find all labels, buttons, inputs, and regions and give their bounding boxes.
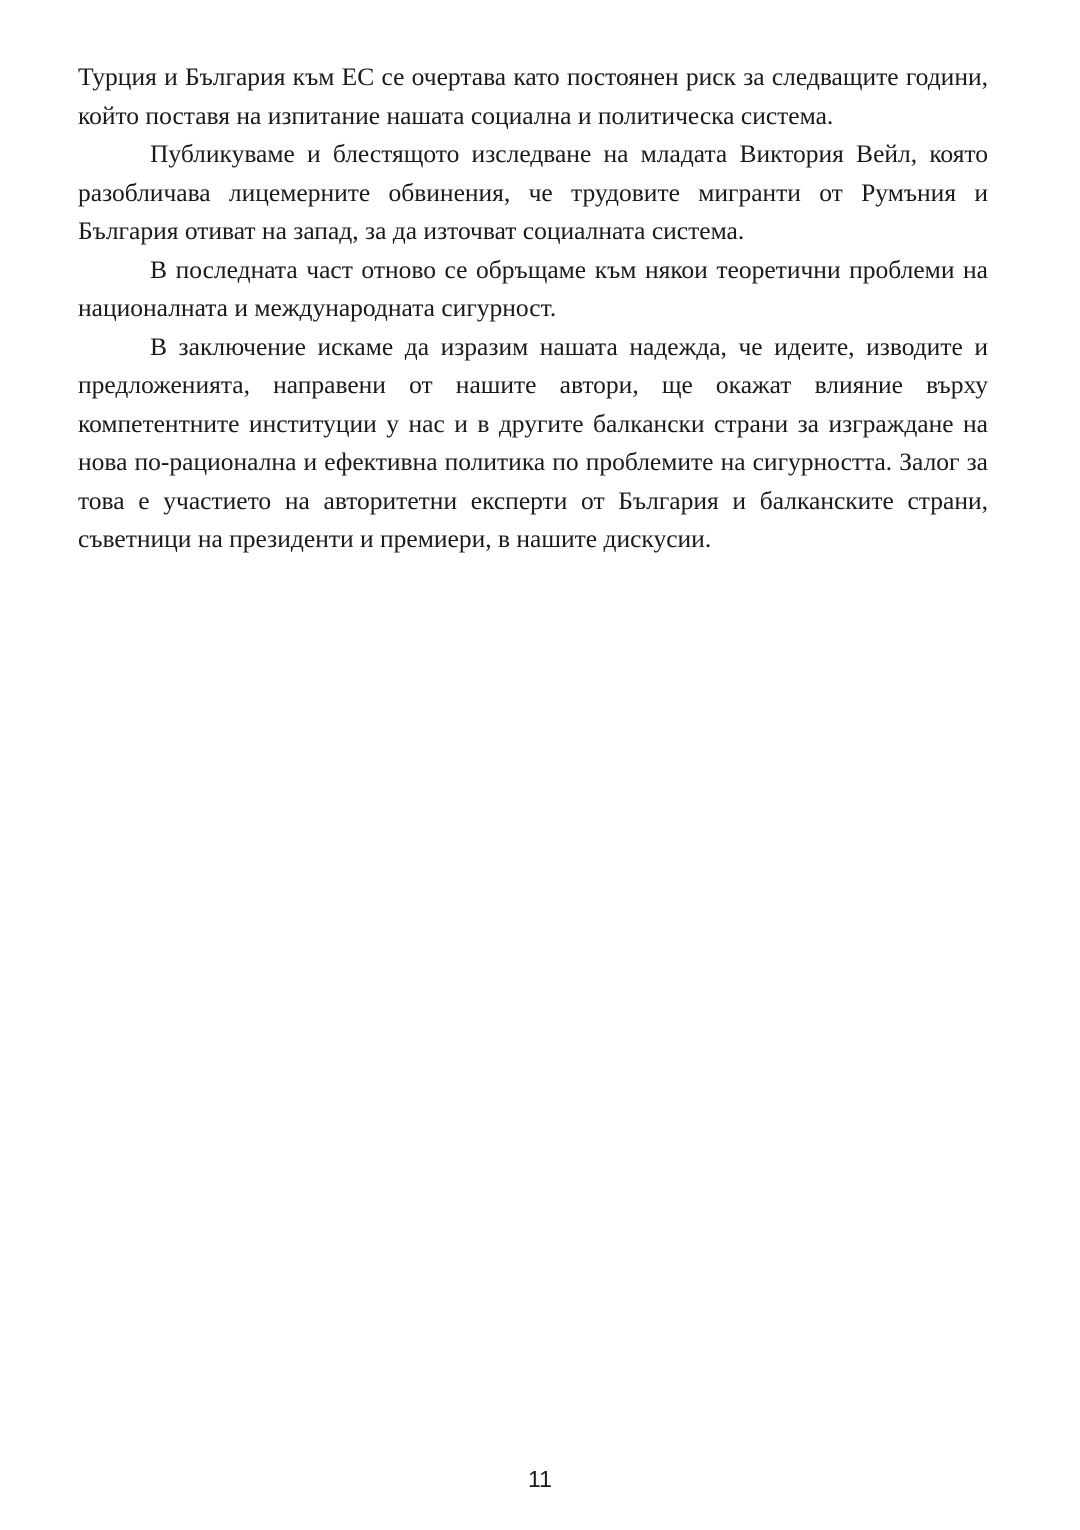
page-number: 11 (528, 1466, 552, 1492)
paragraph: В заключение искаме да изразим нашата надежда, че идеите, изводите и предложенията, направени от нашите автори, ще окажат влияние върху компетентните институции у нас и в другите балкански страни за изграждане на нова по-рационална и ефективна политика по проблемите на сигурността. Залог за това е участието на авторитетни експерти от България и балканските страни, съветници на президенти и премиери, в нашите дискусии. (78, 331, 988, 553)
paragraph: Публикуваме и блестящото изследване на младата Виктория Вейл, която разобличава лицемерните обвинения, че трудовите мигранти от Румъния и България отиват на запад, за да източват социалната система. (78, 139, 988, 245)
paragraph: В последната част отново се обръщаме към някои теоретични проблеми на националната и международната сигурност. (78, 254, 988, 322)
paragraph-continued: Турция и България към ЕС се очертава като постоянен риск за следващите години, който поставя на изпитание нашата социална и политическа система. (78, 62, 988, 130)
body-text (78, 58, 988, 559)
